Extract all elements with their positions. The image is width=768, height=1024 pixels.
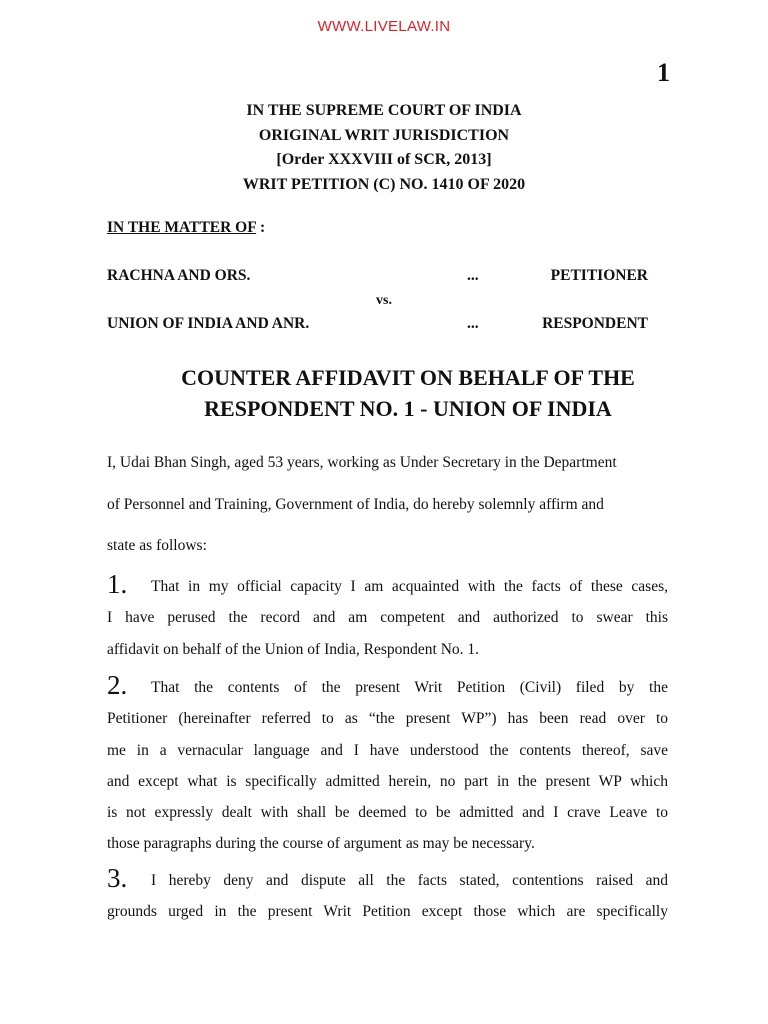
intro-line: state as follows:	[107, 537, 207, 554]
petition-number: WRIT PETITION (C) NO. 1410 OF 2020	[242, 175, 526, 193]
paragraph-2	[107, 672, 668, 860]
matter-label: IN THE MATTER OF	[107, 219, 257, 236]
court-header	[0, 99, 768, 197]
petitioner-name: RACHNA AND ORS.	[107, 267, 251, 284]
matter-suffix: :	[256, 219, 266, 236]
respondent-role: RESPONDENT	[542, 315, 648, 332]
paragraph-number: 1.	[107, 569, 128, 599]
intro-paragraph	[107, 442, 668, 567]
paragraph-number: 2.	[107, 670, 128, 700]
petitioner-dots: ...	[467, 267, 479, 284]
page-number: 1	[657, 58, 670, 87]
paragraph-line: affidavit on behalf of the Union of India, Respondent No. 1.	[107, 640, 480, 658]
paragraph-number: 3.	[107, 863, 128, 893]
paragraph-3	[107, 865, 668, 928]
paragraph-line: Petitioner (hereinafter referred to as “the present WP”) has been read over to	[107, 710, 668, 728]
paragraph-line: grounds urged in the present Writ Petition except those which are specifically	[107, 903, 668, 921]
paragraph-line: 3. I hereby deny and dispute all the facts stated, contentions raised and	[107, 863, 668, 893]
jurisdiction: ORIGINAL WRIT JURISDICTION	[258, 126, 510, 144]
paragraph-line: I have perused the record and am competent and authorized to swear this	[107, 609, 668, 627]
affidavit-title-line-2: RESPONDENT NO. 1 - UNION OF INDIA	[204, 396, 612, 421]
paragraph-1	[107, 571, 668, 665]
paragraph-line: those paragraphs during the course of argument as may be necessary.	[107, 835, 535, 853]
paragraph-line: and except what is specifically admitted herein, no part in the present WP which	[107, 772, 668, 790]
paragraph-line: 2. That the contents of the present Writ Petition (Civil) filed by the	[107, 670, 668, 700]
versus: vs.	[376, 293, 392, 308]
intro-line: of Personnel and Training, Government of India, do hereby solemnly affirm and	[107, 495, 604, 513]
matter-heading	[107, 219, 265, 237]
respondent-name: UNION OF INDIA AND ANR.	[107, 315, 310, 332]
petitioner-role: PETITIONER	[550, 267, 648, 284]
court-name: IN THE SUPREME COURT OF INDIA	[246, 102, 522, 119]
order-reference: [Order XXXVIII of SCR, 2013]	[276, 151, 492, 168]
paragraph-line: is not expressly dealt with shall be deemed to be admitted and I crave Leave to	[107, 804, 668, 822]
affidavit-title-line-1: COUNTER AFFIDAVIT ON BEHALF OF THE	[181, 365, 635, 390]
paragraph-line: me in a vernacular language and I have understood the contents thereof, save	[107, 741, 668, 759]
intro-line: I, Udai Bhan Singh, aged 53 years, working as Under Secretary in the Department	[107, 454, 617, 471]
affidavit-title	[0, 362, 768, 424]
respondent-dots: ...	[467, 315, 479, 332]
watermark: WWW.LIVELAW.IN	[317, 18, 451, 35]
paragraph-line: 1. That in my official capacity I am acquainted with the facts of these cases,	[107, 569, 668, 599]
